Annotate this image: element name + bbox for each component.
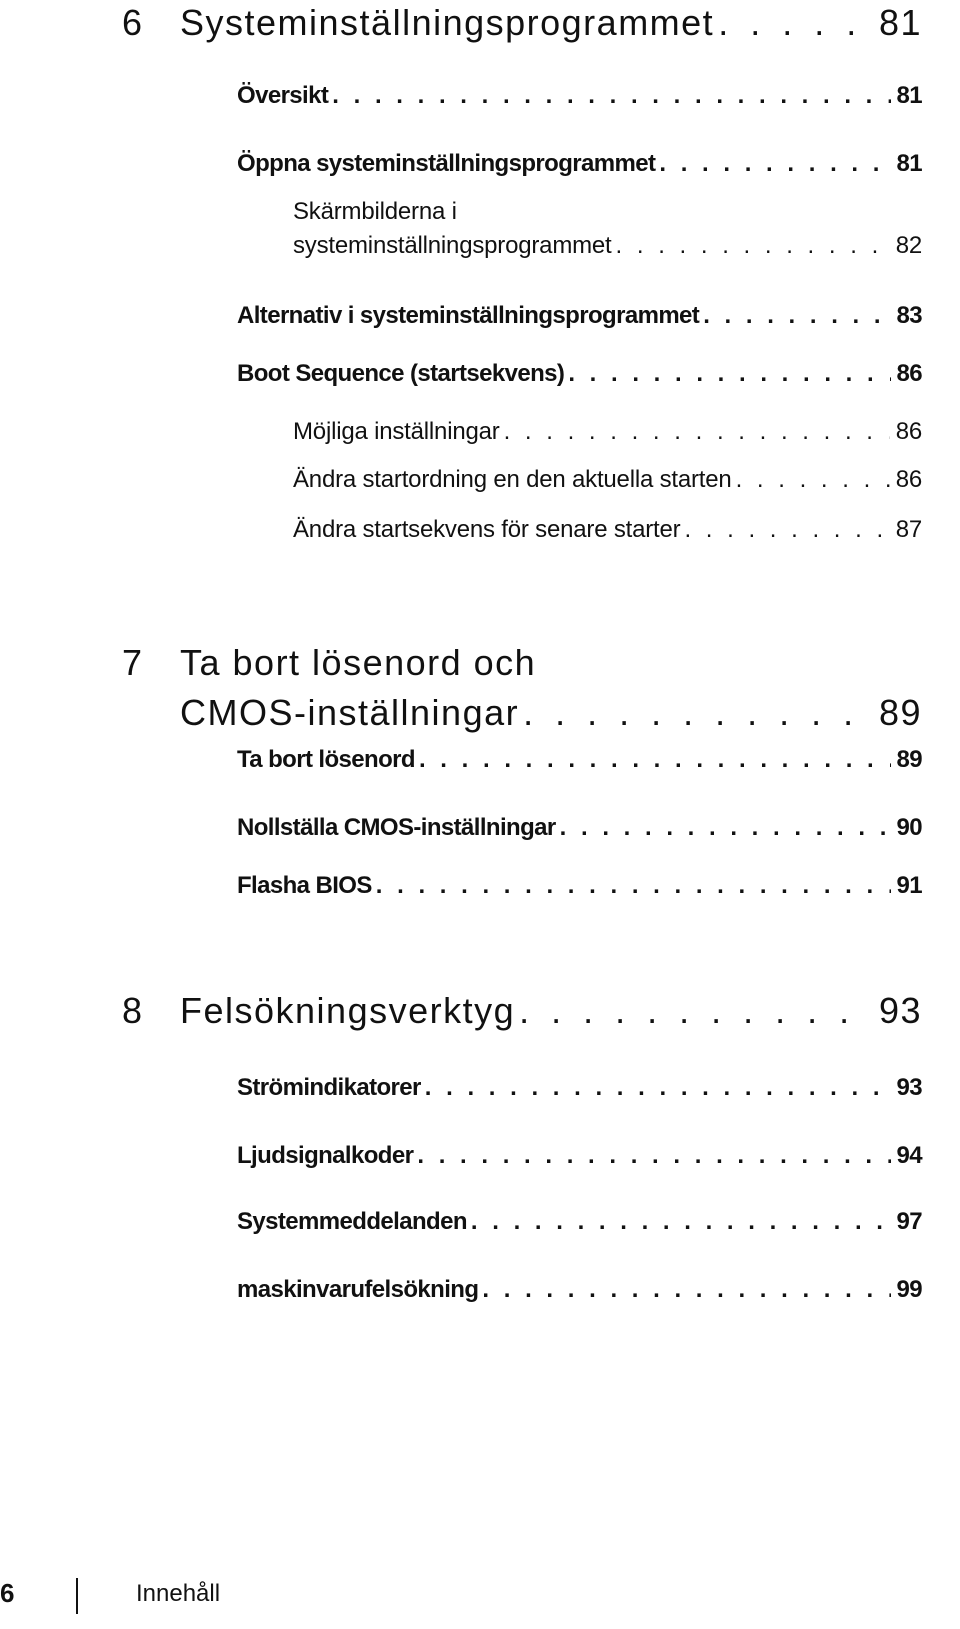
- toc-entry-oversikt[interactable]: [237, 82, 922, 110]
- entry-title: maskinvarufelsökning: [237, 1276, 479, 1303]
- page-number: 94: [896, 1142, 922, 1169]
- entry-title: Boot Sequence (startsekvens): [237, 360, 565, 387]
- page-number: 81: [878, 2, 922, 43]
- dot-leader: [519, 990, 873, 1032]
- entry-title: systeminställningsprogrammet: [293, 232, 612, 259]
- page-number: 89: [896, 746, 922, 773]
- dot-leader: [718, 2, 873, 44]
- dot-leader: [425, 1074, 891, 1102]
- page-number: 90: [896, 814, 922, 841]
- chapter-title: Felsökningsverktyg: [180, 990, 516, 1031]
- footer-divider: [76, 1578, 78, 1614]
- entry-title: Ta bort lösenord: [237, 746, 415, 773]
- entry-title: Ändra startordning en den aktuella starten: [293, 466, 732, 493]
- dot-leader: [568, 360, 890, 388]
- dot-leader: [703, 302, 890, 330]
- toc-entry-nollstalla-cmos[interactable]: [237, 814, 922, 842]
- toc-entry-skarmbilderna-line1[interactable]: Skärmbilderna i: [293, 198, 457, 225]
- toc-entry-alternativ[interactable]: [237, 302, 922, 330]
- toc-entry-maskinvarufelsokning[interactable]: [237, 1276, 922, 1304]
- toc-chapter-6[interactable]: [122, 2, 922, 44]
- toc-chapter-8[interactable]: [122, 990, 922, 1032]
- page-number: 86: [896, 360, 922, 387]
- entry-title: Möjliga inställningar: [293, 418, 500, 445]
- chapter-title-line2: CMOS-inställningar: [180, 692, 520, 733]
- page-number: 82: [895, 232, 922, 259]
- dot-leader: [616, 232, 890, 260]
- entry-title: Alternativ i systeminställningsprogrammet: [237, 302, 700, 329]
- toc-entry-andra-startordning[interactable]: [293, 466, 922, 494]
- entry-title: Systemmeddelanden: [237, 1208, 467, 1235]
- toc-entry-systemmeddelanden[interactable]: [237, 1208, 922, 1236]
- dot-leader: [659, 150, 890, 178]
- page-number: 81: [896, 150, 922, 177]
- toc-entry-flasha-bios[interactable]: [237, 872, 922, 900]
- dot-leader: [560, 814, 891, 842]
- entry-title: Öppna systeminställningsprogrammet: [237, 150, 656, 177]
- page-number: 93: [878, 990, 922, 1031]
- entry-title: Ljudsignalkoder: [237, 1142, 414, 1169]
- chapter-number: 7: [122, 642, 144, 683]
- toc-entry-oppna[interactable]: [237, 150, 922, 178]
- toc-entry-skarmbilderna[interactable]: [293, 232, 922, 260]
- dot-leader: [471, 1208, 891, 1236]
- dot-leader: [332, 82, 890, 110]
- page-number: 97: [896, 1208, 922, 1235]
- toc-chapter-7-line1[interactable]: [122, 642, 536, 684]
- footer-page-number: 6: [0, 1578, 15, 1608]
- dot-leader: [417, 1142, 890, 1170]
- entry-title: Strömindikatorer: [237, 1074, 421, 1101]
- page-number: 83: [896, 302, 922, 329]
- toc-entry-ta-bort-losenord[interactable]: [237, 746, 922, 774]
- toc-entry-andra-startsekvens[interactable]: [293, 516, 922, 544]
- entry-title: Nollställa CMOS-inställningar: [237, 814, 556, 841]
- chapter-number: 6: [122, 2, 144, 43]
- dot-leader: [504, 418, 890, 446]
- entry-title: Ändra startsekvens för senare starter: [293, 516, 681, 543]
- toc-chapter-7[interactable]: [180, 692, 922, 734]
- dot-leader: [523, 692, 873, 734]
- entry-title: Flasha BIOS: [237, 872, 372, 899]
- toc-entry-ljudsignalkoder[interactable]: [237, 1142, 922, 1170]
- page-number: 86: [895, 418, 922, 445]
- toc-entry-boot-sequence[interactable]: [237, 360, 922, 388]
- toc-entry-mojliga[interactable]: [293, 418, 922, 446]
- entry-title: Översikt: [237, 82, 329, 109]
- dot-leader: [482, 1276, 890, 1304]
- toc-entry-stromindikatorer[interactable]: [237, 1074, 922, 1102]
- dot-leader: [376, 872, 891, 900]
- chapter-number: 8: [122, 990, 144, 1031]
- page-footer: [0, 1578, 960, 1618]
- page-number: 99: [896, 1276, 922, 1303]
- dot-leader: [684, 516, 889, 544]
- page-number: 81: [896, 82, 922, 109]
- page-number: 87: [895, 516, 922, 543]
- footer-label: Innehåll: [136, 1580, 221, 1607]
- page-number: 91: [896, 872, 922, 899]
- page-number: 93: [896, 1074, 922, 1101]
- chapter-title: Systeminställningsprogrammet: [180, 2, 715, 43]
- page-number: 86: [895, 466, 922, 493]
- chapter-title-line1: Ta bort lösenord och: [180, 642, 537, 683]
- dot-leader: [419, 746, 891, 774]
- page-number: 89: [878, 692, 922, 733]
- dot-leader: [736, 466, 890, 494]
